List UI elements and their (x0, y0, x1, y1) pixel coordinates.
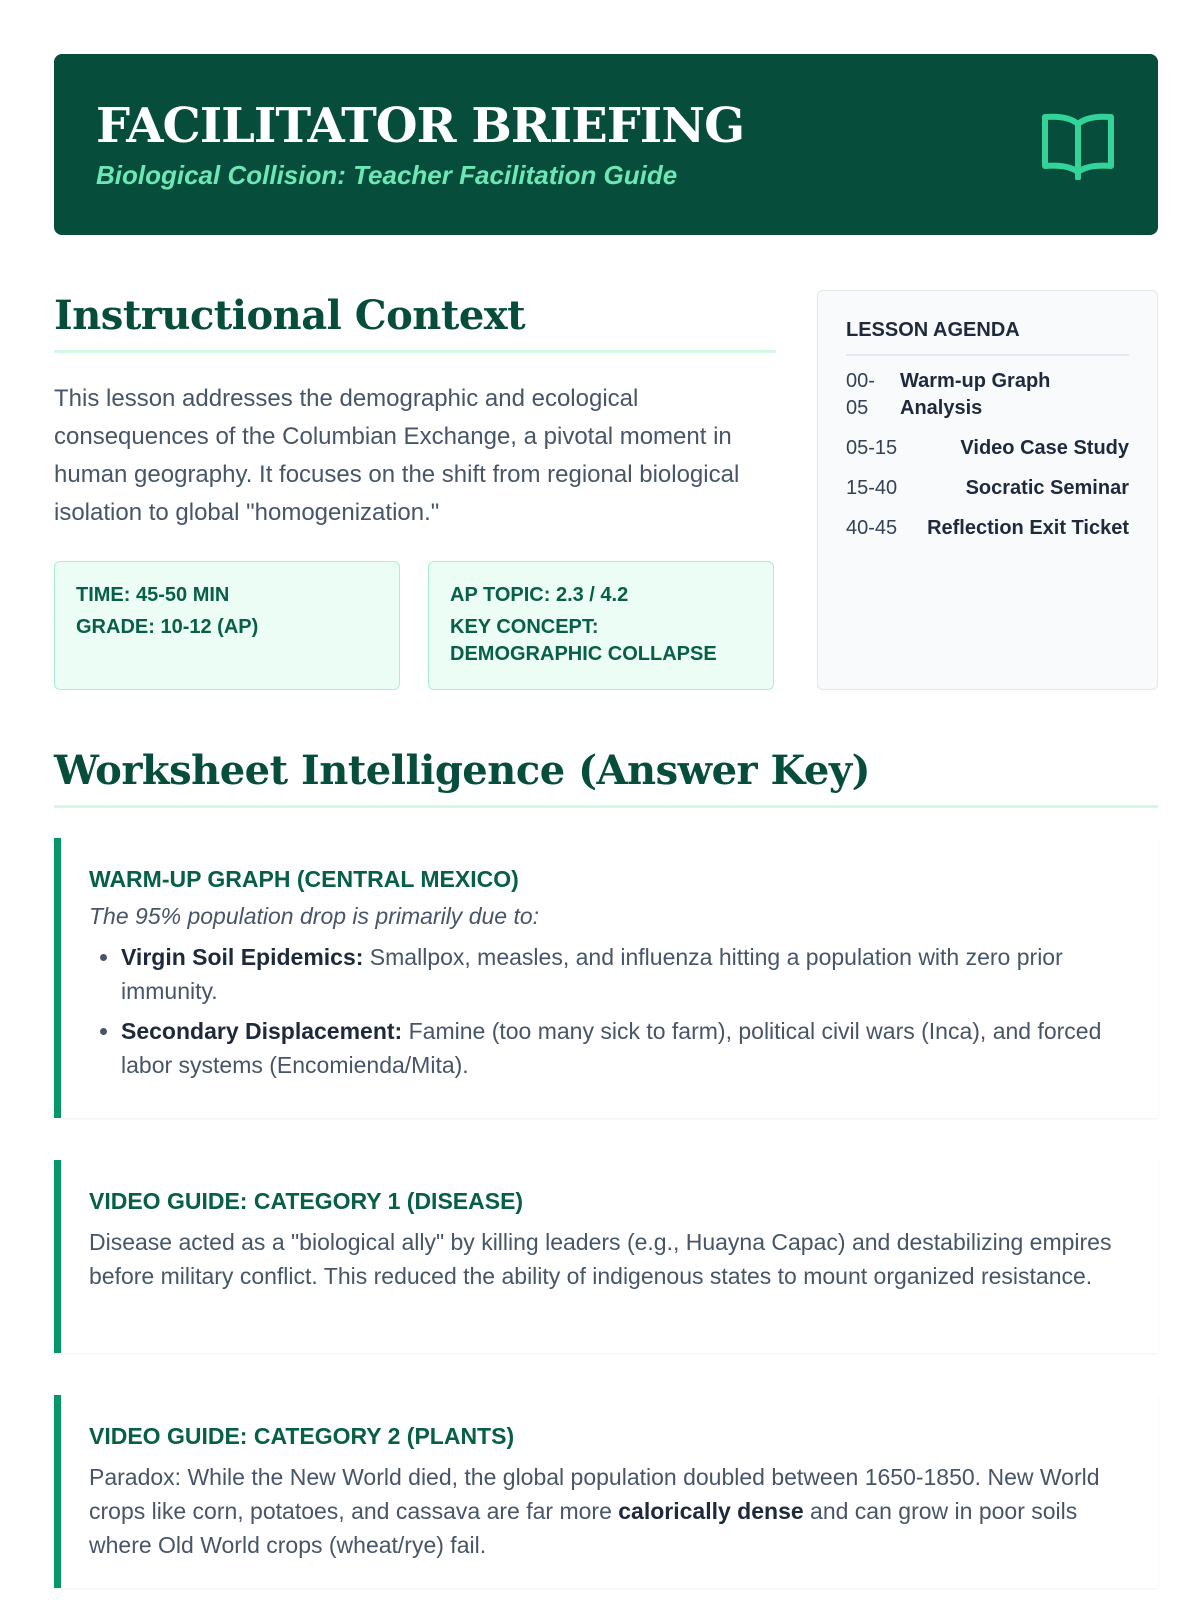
instructional-context-heading: Instructional Context (54, 292, 526, 339)
agenda-item: Video Case Study (960, 437, 1129, 459)
agenda-time: 15-40 (846, 477, 898, 499)
section-divider (54, 350, 776, 353)
agenda-row (846, 475, 1129, 502)
text-part: Paradox: While the New World died, the global population doubled between 1650-1850. New World crops like corn, potatoes, and cassava are far more (89, 1464, 1100, 1524)
lesson-intro-text: This lesson addresses the demographic and ecological consequences of the Columbian Exchange, a pivotal moment in human geography. It focuses on the shift from regional biological isolation to global "homogenization." (54, 385, 740, 526)
term-label: Secondary Displacement: (121, 1018, 403, 1044)
lesson-agenda-panel (817, 290, 1158, 690)
bold-term: calorically dense (618, 1498, 804, 1524)
card-text: Disease acted as a "biological ally" by killing leaders (e.g., Huayna Capac) and destabilizing empires before military conflict. This reduced the ability of indigenous states to mount organized resistance. (89, 1229, 1112, 1289)
key-concept-label: KEY CONCEPT: DEMOGRAPHIC COLLAPSE (450, 616, 717, 665)
grade-label: GRADE: 10-12 (AP) (76, 616, 259, 638)
card-title: VIDEO GUIDE: CATEGORY 1 (DISEASE) (89, 1188, 524, 1214)
agenda-row (846, 368, 1129, 422)
term-label: Virgin Soil Epidemics: (121, 944, 364, 970)
agenda-time: 00-05 (846, 370, 875, 419)
list-item (121, 1014, 1124, 1082)
agenda-item: Warm-up Graph Analysis (900, 370, 1051, 419)
agenda-time: 05-15 (846, 437, 898, 459)
header-subtitle: Biological Collision: Teacher Facilitation Guide (96, 160, 678, 190)
header-title: FACILITATOR BRIEFING (96, 98, 745, 154)
agenda-item: Socratic Seminar (965, 477, 1129, 499)
agenda-item: Reflection Exit Ticket (927, 517, 1129, 539)
agenda-row (846, 515, 1129, 542)
list-item (121, 940, 1124, 1008)
time-grade-box (54, 561, 400, 690)
answer-card-plants (54, 1395, 1158, 1588)
agenda-time: 40-45 (846, 517, 898, 539)
book-open-icon (1040, 110, 1116, 180)
card-title: WARM-UP GRAPH (CENTRAL MEXICO) (89, 866, 519, 892)
agenda-row (846, 435, 1129, 462)
worksheet-heading: Worksheet Intelligence (Answer Key) (54, 747, 871, 794)
card-text (89, 1460, 1124, 1562)
card-title: VIDEO GUIDE: CATEGORY 2 (PLANTS) (89, 1423, 515, 1449)
agenda-title: LESSON AGENDA (846, 319, 1129, 356)
text-part: and can grow in poor soils where Old World crops (wheat/rye) fail. (89, 1498, 1078, 1558)
ap-topic-label: AP TOPIC: 2.3 / 4.2 (450, 584, 629, 606)
term-description: Smallpox, measles, and influenza hitting a population with zero prior immunity. (121, 944, 1063, 1004)
card-subtitle: The 95% population drop is primarily due to: (89, 903, 540, 929)
answer-card-warmup (54, 838, 1158, 1118)
page-header (54, 54, 1158, 235)
answer-card-disease (54, 1160, 1158, 1353)
time-label: TIME: 45-50 MIN (76, 584, 230, 606)
section-divider (54, 805, 1158, 808)
topic-concept-box (428, 561, 774, 690)
term-description: Famine (too many sick to farm), political civil wars (Inca), and forced labor systems (Encomienda/Mita). (121, 1018, 1102, 1078)
answer-list (89, 940, 1124, 1082)
